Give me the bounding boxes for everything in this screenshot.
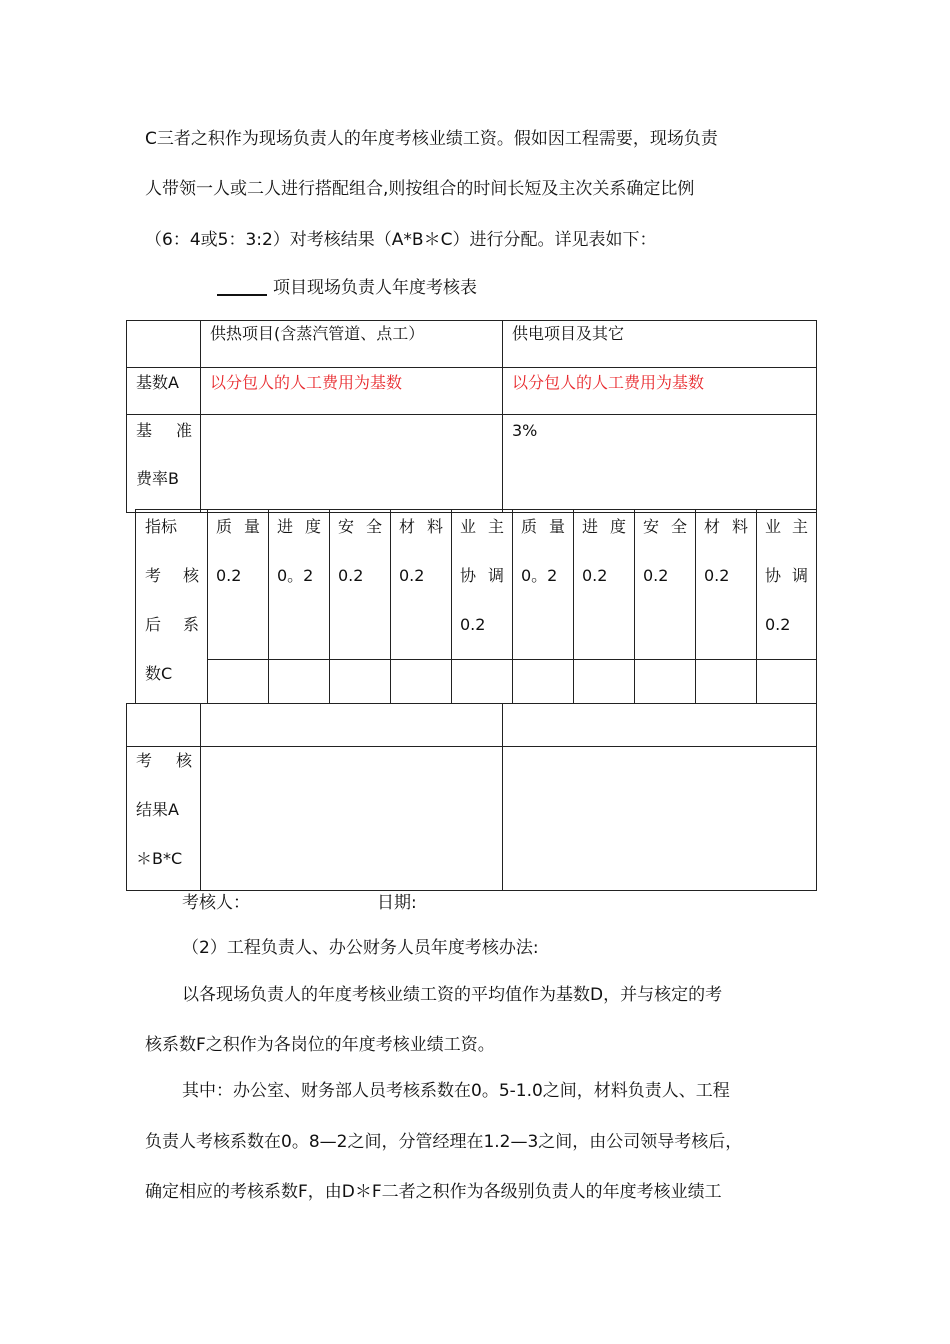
paragraph-3-line-2: 负责人考核系数在0。8—2之间，分管经理在1.2—3之间，由公司领导考核后， [145,1132,743,1152]
score-cell [696,660,757,704]
indicator-name [330,502,390,551]
coef-label-line-4: 数C [145,664,173,683]
indicator-power-progress [574,510,635,660]
indicator-char-4: 调 [487,566,504,585]
indicator-weight: 0.2 [765,615,791,634]
rate-label-cell [127,415,201,513]
result-label-line-2: 结果A [136,800,179,819]
base-label: 基数A [136,373,179,392]
indicator-heat-safety [330,510,391,660]
base-power-cell [503,368,817,415]
blank-heat-cell [201,704,503,747]
base-heat-cell [201,368,503,415]
paragraph-3-line-1: 其中：办公室、财务部人员考核系数在0。5-1.0之间，材料负责人、工程 [182,1081,730,1101]
assessment-table-top [126,320,817,513]
indicator-char-2: 全 [670,517,687,536]
blank-power-cell [503,704,817,747]
indicator-weight: 0.2 [399,566,425,585]
indicator-char-1: 业 [460,517,477,536]
indicator-power-material [696,510,757,660]
score-cell [391,660,452,704]
indicator-weight: 0.2 [460,615,486,634]
indicator-char-3: 协 [765,566,782,585]
indicator-name [269,502,329,551]
indicator-char-2: 全 [365,517,382,536]
score-cell [513,660,574,704]
coef-label-char-1: 考 [145,566,162,585]
indicator-name-line-2 [757,551,816,600]
indicator-char-4: 调 [791,566,808,585]
indicator-name [208,502,268,551]
score-cell [757,660,817,704]
score-cell [635,660,696,704]
score-cell [208,660,269,704]
indicator-heat-material [391,510,452,660]
indicator-name [635,502,695,551]
indicator-char-2: 量 [243,517,260,536]
indicator-weight: 0.2 [704,566,730,585]
indicator-power-owner-coordination [757,510,817,660]
header-empty-cell [127,321,201,368]
reviewer-label: 考核人： [182,893,250,913]
indicator-char-2: 度 [304,517,321,536]
indicator-char-2: 料 [731,517,748,536]
score-cell [452,660,513,704]
table-title [217,276,477,300]
indicator-name [452,502,512,551]
indicator-weight: 0.2 [338,566,364,585]
coef-label-char-4: 系 [182,615,199,634]
indicator-heat-quality [208,510,269,660]
paragraph-1-line-1: C三者之积作为现场负责人的年度考核业绩工资。假如因工程需要，现场负责 [145,129,718,149]
indicator-char-2: 主 [487,517,504,536]
title-blank-underline [217,276,267,296]
result-heat-cell [201,747,503,891]
rate-power-cell [503,415,817,513]
indicator-weight: 0.2 [216,566,242,585]
indicator-char-1: 材 [704,517,721,536]
header-heat-project [201,321,503,368]
indicator-power-quality [513,510,574,660]
coefficient-label-cell [136,510,208,704]
paragraph-2-line-2: 核系数F之积作为各岗位的年度考核业绩工资。 [145,1035,495,1055]
indicator-name [513,502,573,551]
paragraph-3-line-3: 确定相应的考核系数F，由D＊F二者之积作为各级别负责人的年度考核业绩工 [145,1182,722,1202]
coef-label-line-2 [136,551,207,600]
indicator-char-1: 安 [338,517,355,536]
indicator-weight: 0.2 [643,566,669,585]
paragraph-1-line-3: （6：4或5：3:2）对考核结果（A*B＊C）进行分配。详见表如下： [145,230,657,250]
indicator-weight: 0。2 [277,566,314,585]
coef-label-char-3: 后 [145,615,162,634]
rate-heat-cell [201,415,503,513]
paragraph-1-line-2: 人带领一人或二人进行搭配组合,则按组合的时间长短及主次关系确定比例 [145,179,695,199]
indicator-weight: 0。2 [521,566,558,585]
indicator-char-1: 进 [582,517,599,536]
base-heat-value: 以分包人的人工费用为基数 [210,373,403,392]
result-label-line-1 [127,736,200,785]
indicator-char-2: 料 [426,517,443,536]
indicator-char-2: 主 [791,517,808,536]
indicator-char-1: 质 [521,517,538,536]
base-label-cell [127,368,201,415]
base-power-value: 以分包人的人工费用为基数 [512,373,705,392]
indicator-heat-progress [269,510,330,660]
indicator-char-1: 材 [399,517,416,536]
assessment-table-bottom [126,703,817,891]
coef-label-line-3 [136,600,207,649]
coef-label-line-1: 指标 [145,517,178,536]
paragraph-2-line-1: 以各现场负责人的年度考核业绩工资的平均值作为基数D，并与核定的考 [182,985,723,1005]
result-label-char-1: 考 [136,751,153,770]
score-cell [330,660,391,704]
indicator-power-safety [635,510,696,660]
result-power-cell [503,747,817,891]
indicator-char-3: 协 [460,566,477,585]
rate-label-char-2: 准 [175,421,192,440]
table-title-text: 项目现场负责人年度考核表 [273,278,477,298]
rate-label-line-2: 费率B [136,469,179,488]
result-label-line-3: ＊B*C [136,849,183,868]
section-2-title: （2）工程负责人、办公财务人员年度考核办法: [182,938,539,958]
assessment-table-coefficient [135,509,817,704]
result-label-cell [127,747,201,891]
indicator-char-1: 安 [643,517,660,536]
score-cell [574,660,635,704]
indicator-char-1: 质 [216,517,233,536]
date-label: 日期: [377,893,417,913]
indicator-name [696,502,756,551]
header-heat-label: 供热项目(含蒸汽管道、点工） [210,324,425,343]
rate-label-char-1: 基 [136,421,153,440]
indicator-name [574,502,634,551]
rate-power-value: 3% [512,421,538,440]
indicator-char-2: 度 [609,517,626,536]
indicator-char-2: 量 [548,517,565,536]
indicator-weight: 0.2 [582,566,608,585]
indicator-char-1: 进 [277,517,294,536]
indicator-name-line-2 [452,551,512,600]
indicator-name [391,502,451,551]
result-label-char-2: 核 [175,751,192,770]
header-power-project [503,321,817,368]
indicator-heat-owner-coordination [452,510,513,660]
coef-label-char-2: 核 [182,566,199,585]
indicator-name [757,502,816,551]
header-power-label: 供电项目及其它 [512,324,625,343]
rate-label-line-1 [127,416,200,446]
score-cell [269,660,330,704]
indicator-char-1: 业 [765,517,782,536]
